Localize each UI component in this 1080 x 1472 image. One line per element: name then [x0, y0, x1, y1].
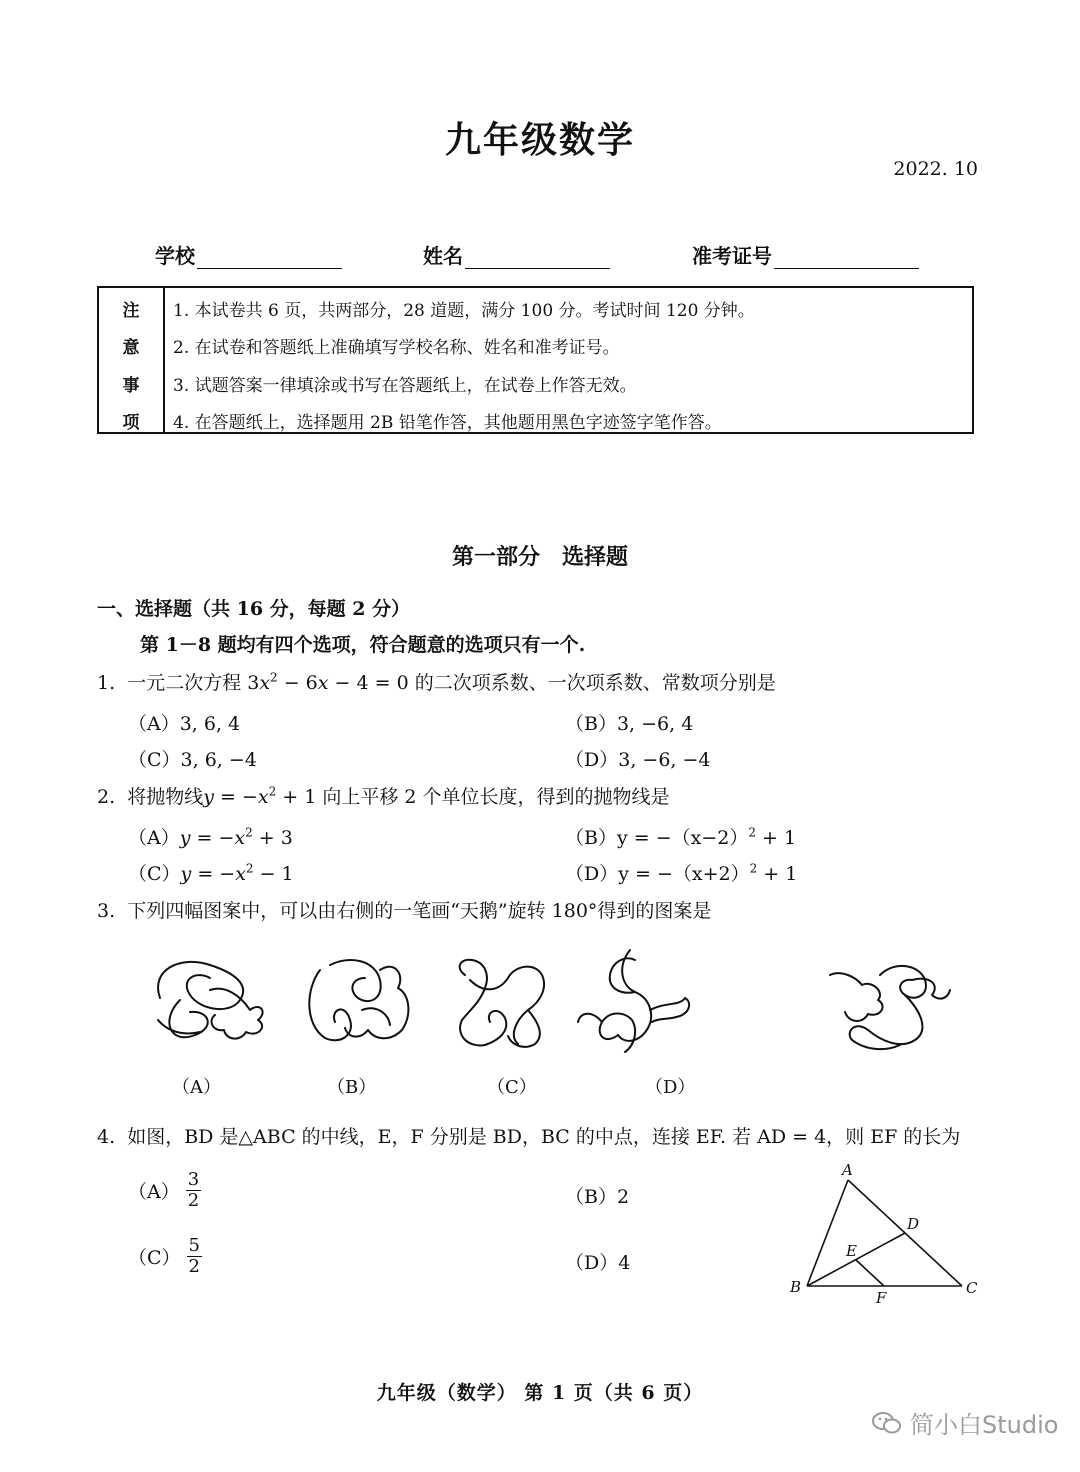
q2-text-post: + 1 向上平移 2 个单位长度，得到的抛物线是 — [276, 786, 670, 808]
section-title: 第一部分 选择题 — [451, 544, 628, 570]
swan-figure-a[interactable] — [158, 962, 263, 1039]
option-tail: + 1 — [755, 827, 797, 849]
q4-text: 如图，BD 是△ABC 的中线，E，F 分别是 BD，BC 的中点，连接 EF. 若 AD = 4，则 EF 的长为 — [127, 1126, 961, 1148]
q4-option-c[interactable] — [128, 1236, 202, 1277]
q2-option-a[interactable] — [128, 823, 293, 850]
question-4 — [97, 1122, 960, 1149]
q2-option-d[interactable] — [565, 859, 797, 886]
denominator: 2 — [187, 1190, 200, 1211]
swan-figure-b[interactable] — [309, 960, 408, 1040]
q2-text-pre: 将抛物线 — [127, 786, 204, 808]
q3-text: 下列四幅图案中，可以由右侧的一笔画“天鹅”旋转 180°得到的图案是 — [127, 900, 712, 922]
school-field[interactable] — [155, 240, 342, 269]
q1-option-d[interactable]: （D）3, −6, −4 — [565, 749, 711, 771]
q1-option-a[interactable]: （A）3, 6, 4 — [128, 713, 241, 735]
point-label-b: B — [790, 1278, 802, 1296]
exam-number-field[interactable] — [692, 240, 919, 269]
q1-text-mid: − 6 — [277, 672, 318, 694]
reference-swan — [830, 966, 950, 1049]
watermark-text: 简小白Studio — [910, 1411, 1059, 1439]
exam-date: 2022. 10 — [893, 158, 978, 180]
superscript: 2 — [748, 825, 756, 840]
point-label-e: E — [846, 1242, 857, 1260]
swan-figure-c[interactable] — [460, 960, 544, 1047]
option-equation: y = −x — [180, 863, 246, 885]
exam-number-input-line[interactable] — [774, 246, 919, 269]
watermark — [872, 1405, 1058, 1441]
option-text: （D）y = −（x+2） — [565, 863, 750, 885]
swan-figures — [140, 940, 940, 1070]
name-label: 姓名 — [423, 244, 463, 268]
figure-label-b[interactable]: （B） — [327, 1077, 377, 1098]
option-tail: + 3 — [252, 827, 293, 849]
figure-label-c[interactable]: （C） — [487, 1077, 537, 1098]
question-number: 1. — [97, 672, 116, 694]
option-label: （C） — [128, 863, 181, 885]
fraction — [187, 1236, 202, 1277]
segment-ab — [807, 1180, 848, 1286]
option-label: （A） — [128, 1181, 180, 1203]
point-label-d: D — [907, 1215, 920, 1233]
option-tail: − 1 — [253, 863, 294, 885]
triangle-diagram — [780, 1160, 990, 1310]
q2-option-c[interactable] — [128, 859, 294, 886]
school-label: 学校 — [155, 244, 195, 268]
notice-char: 事 — [122, 376, 140, 396]
question-number: 4. — [97, 1126, 116, 1148]
page-footer: 九年级（数学） 第 1 页（共 6 页） — [376, 1382, 704, 1404]
question-1: 1. 一元二次方程 $3x^2 - 6x - 4 = 0$ 的二次项系数、一次项系数、常数项分别是 — [97, 670, 776, 694]
option-text: （B）y = −（x−2） — [565, 827, 749, 849]
part-heading: 一、选择题（共 16 分，每题 2 分） — [97, 598, 411, 620]
wechat-icon — [872, 1411, 902, 1441]
notice-item: 1. 本试卷共 6 页，共两部分，28 道题，满分 100 分。考试时间 120 分钟。 — [173, 301, 755, 321]
q4-option-a[interactable] — [128, 1170, 201, 1211]
figure-label-d[interactable]: （D） — [645, 1077, 696, 1098]
part-instruction: 第 1－8 题均有四个选项，符合题意的选项只有一个. — [140, 634, 586, 656]
question-2 — [97, 782, 670, 809]
exam-number-label: 准考证号 — [692, 244, 772, 268]
notice-char: 意 — [122, 338, 140, 358]
figure-label-a[interactable]: （A） — [172, 1077, 221, 1098]
numerator: 5 — [188, 1235, 200, 1256]
q2-option-b[interactable] — [565, 823, 796, 850]
option-label: （A） — [128, 827, 180, 849]
school-input-line[interactable] — [197, 246, 342, 269]
notice-item: 2. 在试卷和答题纸上准确填写学校名称、姓名和准考证号。 — [173, 338, 620, 358]
point-label-c: C — [966, 1279, 978, 1297]
superscript: 2 — [268, 784, 277, 799]
question-number: 3. — [97, 900, 116, 922]
numerator: 3 — [187, 1169, 200, 1190]
notice-char: 注 — [122, 301, 140, 321]
question-number: 2. — [97, 786, 116, 808]
question-3 — [97, 896, 711, 923]
notice-item: 3. 试题答案一律填涂或书写在答题纸上，在试卷上作答无效。 — [173, 376, 637, 396]
fraction — [186, 1170, 201, 1211]
q2-equation: y = −x — [203, 786, 269, 808]
notice-item: 4. 在答题纸上，选择题用 2B 铅笔作答，其他题用黑色字迹签字笔作答。 — [173, 413, 722, 433]
superscript: 2 — [749, 861, 758, 876]
q4-option-b[interactable]: （B）2 — [565, 1186, 630, 1208]
q1-option-b[interactable]: （B）3, −6, 4 — [565, 713, 694, 735]
segment-ef — [856, 1260, 884, 1286]
swan-figure-d[interactable] — [578, 950, 689, 1052]
q1-text-pre: 一元二次方程 3 — [127, 672, 260, 694]
page-title: 九年级数学 — [444, 119, 635, 161]
point-label-a: A — [842, 1161, 853, 1179]
denominator: 2 — [188, 1256, 200, 1277]
superscript: 2 — [245, 825, 253, 840]
q1-text-post: − 4 = 0 的二次项系数、一次项系数、常数项分别是 — [328, 672, 776, 694]
notice-box — [97, 286, 974, 434]
q4-option-d[interactable]: （D）4 — [565, 1252, 631, 1274]
notice-char: 项 — [122, 413, 140, 433]
name-input-line[interactable] — [465, 246, 610, 269]
option-tail: + 1 — [757, 863, 798, 885]
superscript: 2 — [245, 861, 254, 876]
q1-option-c[interactable]: （C）3, 6, −4 — [128, 749, 257, 771]
name-field[interactable] — [423, 240, 610, 269]
option-label: （C） — [128, 1247, 181, 1269]
option-equation: y = −x — [179, 827, 246, 849]
point-label-f: F — [876, 1289, 887, 1307]
